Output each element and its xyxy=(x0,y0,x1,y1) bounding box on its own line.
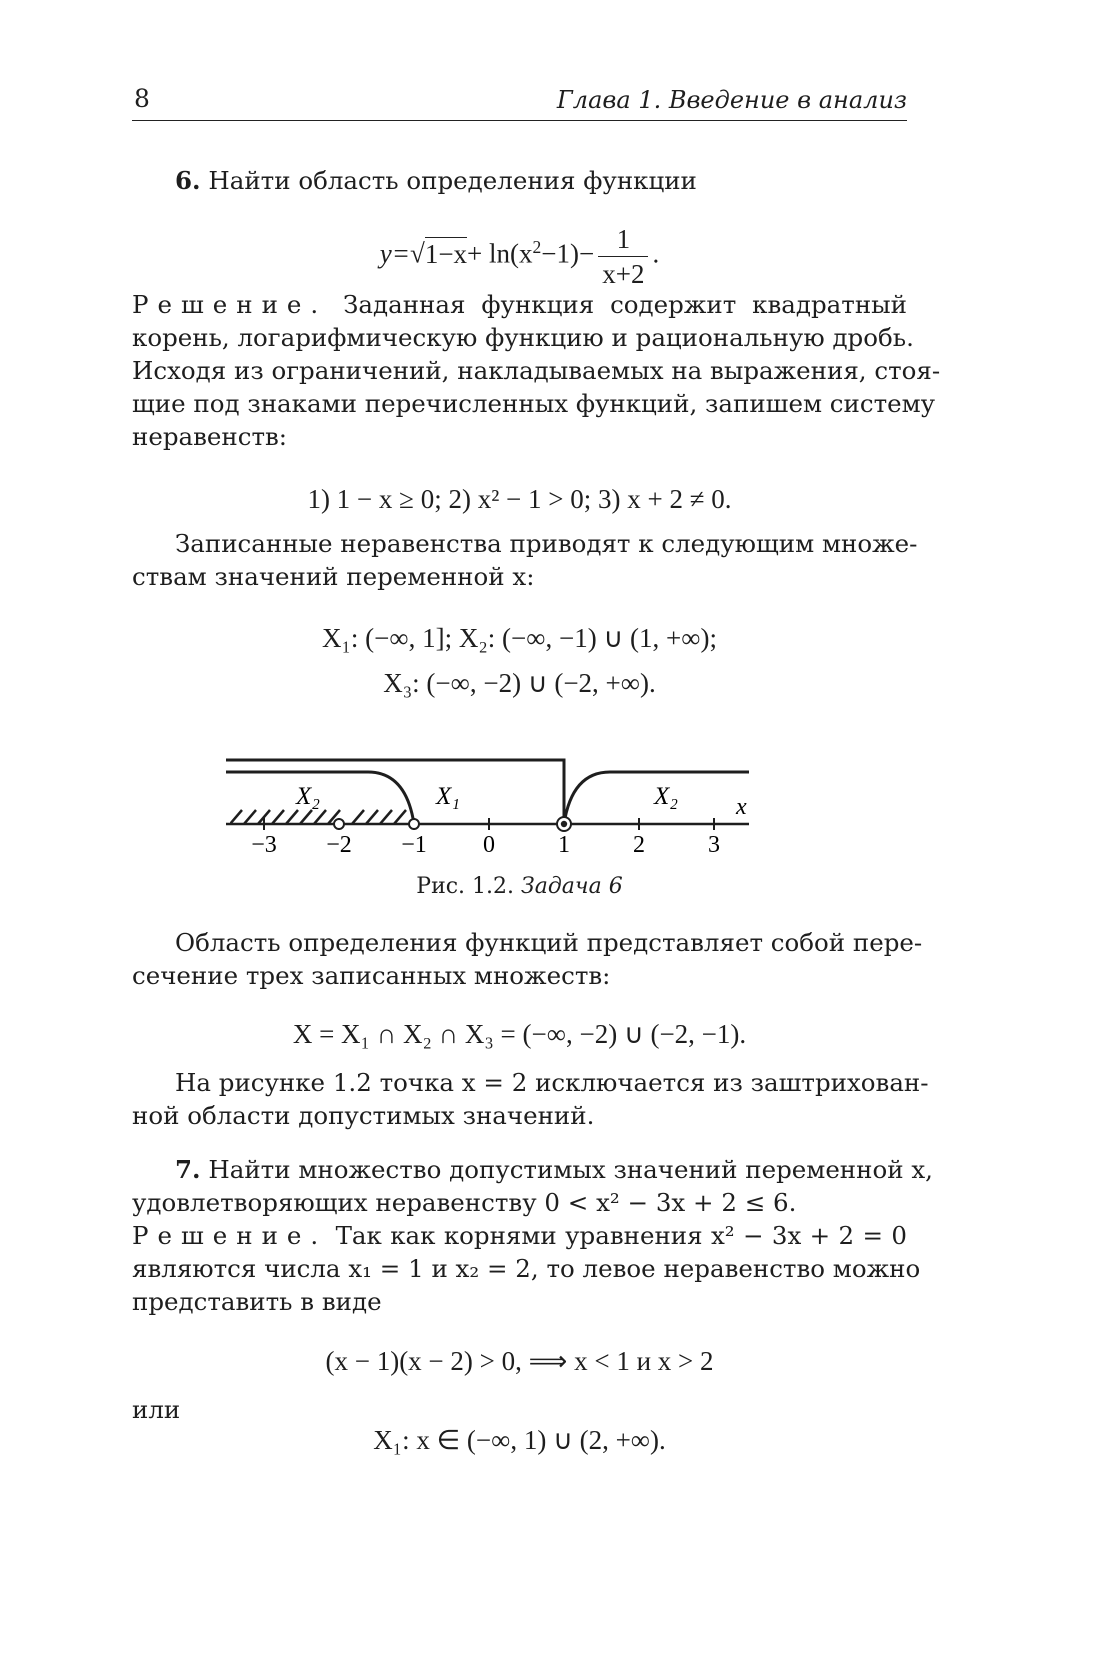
formula-sqrt: 1−x xyxy=(424,238,468,269)
region-label-x2-right: X₂ xyxy=(654,783,678,810)
problem-7-number: 7. xyxy=(175,1155,201,1184)
note-1: На рисунке 1.2 точка x = 2 исключается из заштрихован- xyxy=(175,1068,929,1097)
factored-inequality: (x − 1)(x − 2) > 0, ⟹ x < 1 и x > 2 xyxy=(325,1346,714,1376)
figure-caption-prefix: Рис. 1.2. xyxy=(416,874,515,899)
circled-point-1-inner xyxy=(561,821,567,827)
tick-label: 0 xyxy=(483,832,495,858)
problem-6-text: Найти область определения функции xyxy=(208,166,697,195)
sets-intro-1: Записанные неравенства приводят к следующим множе- xyxy=(175,529,918,558)
formula-lhs: y= xyxy=(379,238,410,269)
problem-7-solution-text-1: Так как корнями уравнения x² − 3x + 2 = 0 xyxy=(335,1221,907,1250)
solution-line-4: щие под знаками перечисленных функций, запишем систему xyxy=(132,389,936,418)
problem-6-number: 6. xyxy=(175,166,201,195)
or-word: или xyxy=(132,1395,181,1424)
problem-7-statement-1 xyxy=(132,1153,933,1186)
domain-text-1: Область определения функций представляет собой пере- xyxy=(175,928,923,957)
tick-labels xyxy=(251,832,720,858)
tick-label: −2 xyxy=(326,832,352,858)
solution-line-1 xyxy=(132,288,907,321)
problem-7-solution-2: являются числа x₁ = 1 и x₂ = 2, то левое неравенство можно xyxy=(132,1254,921,1283)
sets-intro-2: ствам значений переменной x: xyxy=(132,562,535,591)
tick-label: 1 xyxy=(558,832,570,858)
region-label-x1: X₁ xyxy=(436,783,460,810)
formula-log-sup: 2 xyxy=(532,237,542,258)
problem-6-formula: $y=√1-x+ \ln(x^2-1)-$ $\frac{1}{x+2}$ . xyxy=(379,224,660,289)
fraction-numerator: 1 xyxy=(598,222,648,257)
set-x1-formula: X₁: x ∈ (−∞, 1) ∪ (2, +∞). xyxy=(373,1425,666,1455)
formula-fraction xyxy=(598,222,648,291)
tick-label: 3 xyxy=(708,832,720,858)
problem-7-solution-label: Решение. xyxy=(132,1221,328,1250)
tick-label: −3 xyxy=(251,832,277,858)
problem-7-solution-1 xyxy=(132,1219,907,1252)
domain-formula: X = X₁ ∩ X₂ ∩ X₃ = (−∞, −2) ∪ (−2, −1). xyxy=(292,1019,747,1049)
number-line-figure xyxy=(200,740,800,870)
figure-caption-title: Задача 6 xyxy=(521,874,623,899)
problem-7-text-1: Найти множество допустимых значений переменной x, xyxy=(208,1155,933,1184)
open-point-minus-1 xyxy=(409,819,419,829)
open-point-minus-2 xyxy=(334,819,344,829)
chapter-title: Глава 1. Введение в анализ xyxy=(556,86,907,114)
tick-label: 2 xyxy=(633,832,645,858)
solution-line-2: корень, логарифмическую функцию и рациональную дробь. xyxy=(132,323,914,352)
figure-caption xyxy=(132,870,907,903)
running-header xyxy=(132,84,907,121)
solution-line-5: неравенств: xyxy=(132,422,288,451)
formula-log: + ln(x xyxy=(467,238,533,269)
problem-7-statement-2: удовлетворяющих неравенству 0 < x² − 3x + 2 ≤ 6. xyxy=(132,1188,797,1217)
axis-label-x: x xyxy=(736,794,747,820)
domain-text-2: сечение трех записанных множеств: xyxy=(132,961,611,990)
tick-label: −1 xyxy=(401,832,427,858)
inequalities: 1) 1 − x ≥ 0; 2) x² − 1 > 0; 3) x + 2 ≠ 0. xyxy=(307,484,732,514)
region-label-x2-left: X₂ xyxy=(296,783,320,810)
solution-text-1: Заданная функция содержит квадратный xyxy=(343,290,907,319)
x1-region-boundary xyxy=(226,760,564,824)
sets-line-2: X₃: (−∞, −2) ∪ (−2, +∞). xyxy=(383,668,656,698)
fraction-denominator: x+2 xyxy=(602,259,645,289)
note-2: ной области допустимых значений. xyxy=(132,1101,595,1130)
problem-7-solution-3: представить в виде xyxy=(132,1287,382,1316)
solution-label: Решение. xyxy=(132,290,328,319)
hatch-marks xyxy=(230,810,406,824)
formula-end: . xyxy=(652,238,660,269)
problem-6-statement xyxy=(132,164,907,197)
formula-log-end: −1)− xyxy=(541,238,595,269)
page-number: 8 xyxy=(134,84,150,113)
solution-line-3: Исходя из ограничений, накладываемых на выражения, стоя- xyxy=(132,356,941,385)
sets-line-1: X₁: (−∞, 1]; X₂: (−∞, −1) ∪ (1, +∞); xyxy=(322,623,717,653)
